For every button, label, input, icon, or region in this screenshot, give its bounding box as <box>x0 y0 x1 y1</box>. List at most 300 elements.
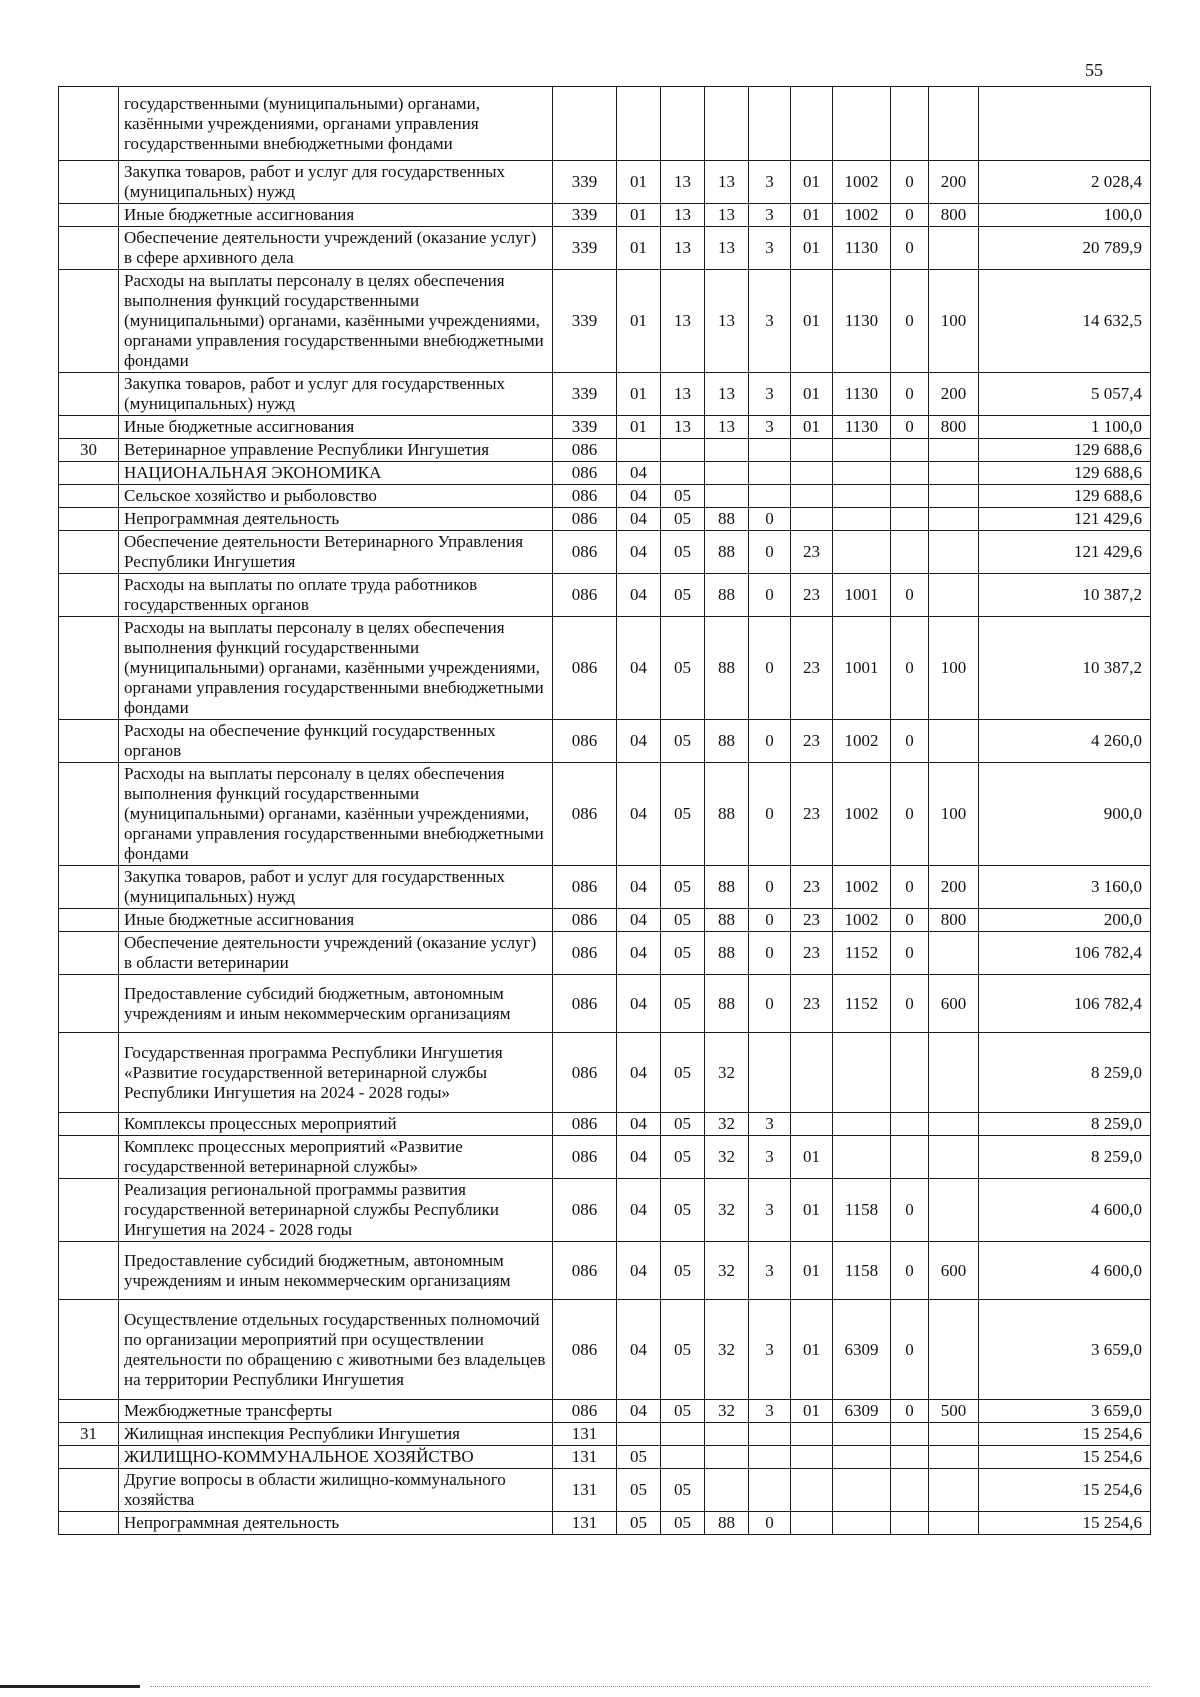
code-6: 01 <box>791 204 833 227</box>
code-1: 086 <box>553 1300 617 1400</box>
row-number <box>59 909 119 932</box>
code-8 <box>891 439 929 462</box>
code-1: 131 <box>553 1423 617 1446</box>
code-8: 0 <box>891 227 929 270</box>
row-amount: 10 387,2 <box>979 617 1151 720</box>
code-4: 13 <box>705 373 749 416</box>
code-8 <box>891 87 929 161</box>
row-amount: 8 259,0 <box>979 1113 1151 1136</box>
code-1: 086 <box>553 1400 617 1423</box>
row-amount: 1 100,0 <box>979 416 1151 439</box>
code-5 <box>749 485 791 508</box>
row-amount: 129 688,6 <box>979 439 1151 462</box>
code-3: 05 <box>661 1400 705 1423</box>
code-4: 13 <box>705 416 749 439</box>
row-amount: 900,0 <box>979 763 1151 866</box>
code-7: 1001 <box>833 617 891 720</box>
table-row <box>59 1136 1151 1179</box>
row-amount: 106 782,4 <box>979 975 1151 1033</box>
code-9: 100 <box>929 763 979 866</box>
code-6: 23 <box>791 574 833 617</box>
code-7 <box>833 1033 891 1113</box>
code-7 <box>833 1469 891 1512</box>
table-row <box>59 508 1151 531</box>
code-7: 1130 <box>833 416 891 439</box>
table-row <box>59 439 1151 462</box>
code-4: 13 <box>705 270 749 373</box>
code-4: 13 <box>705 204 749 227</box>
code-7 <box>833 1136 891 1179</box>
code-2: 04 <box>617 1300 661 1400</box>
code-5 <box>749 87 791 161</box>
code-7: 6309 <box>833 1400 891 1423</box>
row-name: Ветеринарное управление Республики Ингушетия <box>119 439 553 462</box>
code-8: 0 <box>891 866 929 909</box>
code-7: 1152 <box>833 975 891 1033</box>
code-3: 05 <box>661 1512 705 1535</box>
code-8: 0 <box>891 975 929 1033</box>
code-4: 88 <box>705 1512 749 1535</box>
code-8 <box>891 1113 929 1136</box>
code-3: 05 <box>661 1136 705 1179</box>
code-9: 100 <box>929 270 979 373</box>
code-6: 01 <box>791 1179 833 1242</box>
code-6: 01 <box>791 1242 833 1300</box>
code-8: 0 <box>891 574 929 617</box>
code-7: 1130 <box>833 227 891 270</box>
code-9 <box>929 462 979 485</box>
code-6: 23 <box>791 617 833 720</box>
table-row <box>59 1469 1151 1512</box>
code-2: 04 <box>617 508 661 531</box>
row-number <box>59 1300 119 1400</box>
code-2: 04 <box>617 975 661 1033</box>
row-number: 30 <box>59 439 119 462</box>
row-name: Иные бюджетные ассигнования <box>119 909 553 932</box>
row-amount: 10 387,2 <box>979 574 1151 617</box>
row-number <box>59 866 119 909</box>
table-row <box>59 909 1151 932</box>
code-9 <box>929 1113 979 1136</box>
code-2 <box>617 1423 661 1446</box>
code-7 <box>833 439 891 462</box>
row-name: Обеспечение деятельности Ветеринарного Управления Республики Ингушетия <box>119 531 553 574</box>
row-number <box>59 87 119 161</box>
code-9 <box>929 531 979 574</box>
row-number: 31 <box>59 1423 119 1446</box>
code-6: 01 <box>791 1300 833 1400</box>
row-number <box>59 763 119 866</box>
code-7: 1002 <box>833 204 891 227</box>
code-1: 086 <box>553 531 617 574</box>
code-3: 05 <box>661 1242 705 1300</box>
code-3: 05 <box>661 508 705 531</box>
row-amount: 3 659,0 <box>979 1400 1151 1423</box>
table-body <box>59 87 1151 1535</box>
code-6: 01 <box>791 416 833 439</box>
code-4: 13 <box>705 161 749 204</box>
code-3 <box>661 1423 705 1446</box>
code-5: 3 <box>749 1300 791 1400</box>
code-3: 05 <box>661 485 705 508</box>
code-1: 086 <box>553 574 617 617</box>
table-row <box>59 1400 1151 1423</box>
code-6: 01 <box>791 270 833 373</box>
code-6: 01 <box>791 373 833 416</box>
row-number <box>59 617 119 720</box>
row-number <box>59 161 119 204</box>
row-amount: 4 600,0 <box>979 1179 1151 1242</box>
row-number <box>59 1033 119 1113</box>
code-9 <box>929 1512 979 1535</box>
code-5: 3 <box>749 1136 791 1179</box>
code-9 <box>929 439 979 462</box>
code-2: 04 <box>617 462 661 485</box>
code-2: 05 <box>617 1469 661 1512</box>
code-8: 0 <box>891 373 929 416</box>
code-6: 01 <box>791 1400 833 1423</box>
table-row <box>59 87 1151 161</box>
row-number <box>59 1113 119 1136</box>
code-8: 0 <box>891 932 929 975</box>
row-number <box>59 1469 119 1512</box>
code-2: 04 <box>617 866 661 909</box>
code-6: 23 <box>791 720 833 763</box>
code-8: 0 <box>891 1242 929 1300</box>
code-5: 3 <box>749 204 791 227</box>
code-2: 04 <box>617 485 661 508</box>
row-name: Другие вопросы в области жилищно-коммунального хозяйства <box>119 1469 553 1512</box>
code-2: 04 <box>617 1179 661 1242</box>
code-1: 131 <box>553 1512 617 1535</box>
code-3: 05 <box>661 1113 705 1136</box>
code-9 <box>929 1423 979 1446</box>
row-name: Сельское хозяйство и рыболовство <box>119 485 553 508</box>
code-4: 88 <box>705 975 749 1033</box>
code-6 <box>791 1423 833 1446</box>
code-2: 04 <box>617 617 661 720</box>
row-name: Непрограммная деятельность <box>119 1512 553 1535</box>
code-4: 88 <box>705 866 749 909</box>
code-8 <box>891 462 929 485</box>
code-2 <box>617 87 661 161</box>
code-1: 339 <box>553 161 617 204</box>
code-6 <box>791 462 833 485</box>
row-name: Обеспечение деятельности учреждений (оказание услуг) в сфере архивного дела <box>119 227 553 270</box>
code-9: 800 <box>929 204 979 227</box>
table-row <box>59 416 1151 439</box>
row-number <box>59 485 119 508</box>
table-row <box>59 866 1151 909</box>
code-9: 600 <box>929 1242 979 1300</box>
code-5 <box>749 1469 791 1512</box>
code-7: 6309 <box>833 1300 891 1400</box>
code-4: 32 <box>705 1242 749 1300</box>
row-name: Закупка товаров, работ и услуг для государственных (муниципальных) нужд <box>119 161 553 204</box>
code-8: 0 <box>891 763 929 866</box>
code-3: 13 <box>661 373 705 416</box>
code-4: 88 <box>705 909 749 932</box>
row-name: Расходы на выплаты по оплате труда работников государственных органов <box>119 574 553 617</box>
row-amount <box>979 87 1151 161</box>
code-9: 800 <box>929 909 979 932</box>
code-1: 086 <box>553 932 617 975</box>
code-5: 3 <box>749 1179 791 1242</box>
code-2: 04 <box>617 531 661 574</box>
code-1: 086 <box>553 617 617 720</box>
code-3: 05 <box>661 1179 705 1242</box>
code-2: 04 <box>617 1113 661 1136</box>
code-5: 3 <box>749 1113 791 1136</box>
code-7: 1001 <box>833 574 891 617</box>
code-1: 086 <box>553 485 617 508</box>
code-3: 05 <box>661 1469 705 1512</box>
code-4 <box>705 87 749 161</box>
bottom-rule <box>0 1685 140 1688</box>
code-6: 23 <box>791 975 833 1033</box>
row-amount: 15 254,6 <box>979 1469 1151 1512</box>
code-6 <box>791 1512 833 1535</box>
code-6 <box>791 508 833 531</box>
code-7: 1158 <box>833 1179 891 1242</box>
code-1: 131 <box>553 1469 617 1512</box>
code-8: 0 <box>891 720 929 763</box>
row-amount: 20 789,9 <box>979 227 1151 270</box>
code-2: 01 <box>617 161 661 204</box>
row-name: НАЦИОНАЛЬНАЯ ЭКОНОМИКА <box>119 462 553 485</box>
code-1: 086 <box>553 508 617 531</box>
code-1: 086 <box>553 763 617 866</box>
code-8: 0 <box>891 204 929 227</box>
code-3: 05 <box>661 617 705 720</box>
table-row <box>59 975 1151 1033</box>
code-4: 32 <box>705 1179 749 1242</box>
code-5 <box>749 1446 791 1469</box>
code-1: 339 <box>553 416 617 439</box>
code-4 <box>705 462 749 485</box>
code-8: 0 <box>891 617 929 720</box>
code-8 <box>891 1469 929 1512</box>
code-9 <box>929 87 979 161</box>
code-6 <box>791 1469 833 1512</box>
code-1: 339 <box>553 373 617 416</box>
row-number <box>59 270 119 373</box>
row-amount: 8 259,0 <box>979 1136 1151 1179</box>
code-5: 0 <box>749 763 791 866</box>
code-9 <box>929 1179 979 1242</box>
code-1: 086 <box>553 439 617 462</box>
code-5: 0 <box>749 932 791 975</box>
row-amount: 200,0 <box>979 909 1151 932</box>
table-row <box>59 462 1151 485</box>
budget-table <box>58 86 1151 1535</box>
code-1: 086 <box>553 866 617 909</box>
row-name: Расходы на обеспечение функций государственных органов <box>119 720 553 763</box>
row-number <box>59 373 119 416</box>
table-row <box>59 204 1151 227</box>
code-9: 800 <box>929 416 979 439</box>
code-7 <box>833 531 891 574</box>
code-8: 0 <box>891 1179 929 1242</box>
code-3: 13 <box>661 227 705 270</box>
code-9 <box>929 932 979 975</box>
code-4: 88 <box>705 574 749 617</box>
code-9 <box>929 1136 979 1179</box>
code-2: 04 <box>617 763 661 866</box>
row-name: Закупка товаров, работ и услуг для государственных (муниципальных) нужд <box>119 373 553 416</box>
code-7: 1152 <box>833 932 891 975</box>
code-4: 32 <box>705 1300 749 1400</box>
code-9 <box>929 227 979 270</box>
table-row <box>59 1300 1151 1400</box>
code-9 <box>929 574 979 617</box>
code-8 <box>891 531 929 574</box>
code-4: 32 <box>705 1136 749 1179</box>
code-7 <box>833 1446 891 1469</box>
code-3: 05 <box>661 574 705 617</box>
row-number <box>59 416 119 439</box>
code-6: 01 <box>791 227 833 270</box>
code-2: 04 <box>617 909 661 932</box>
code-7 <box>833 508 891 531</box>
code-8 <box>891 1033 929 1113</box>
code-4: 88 <box>705 720 749 763</box>
code-6: 23 <box>791 866 833 909</box>
table-row <box>59 617 1151 720</box>
row-amount: 129 688,6 <box>979 485 1151 508</box>
code-8: 0 <box>891 270 929 373</box>
code-6 <box>791 87 833 161</box>
code-7: 1002 <box>833 866 891 909</box>
row-amount: 5 057,4 <box>979 373 1151 416</box>
code-3 <box>661 439 705 462</box>
row-name: Обеспечение деятельности учреждений (оказание услуг) в области ветеринарии <box>119 932 553 975</box>
code-8: 0 <box>891 909 929 932</box>
code-3 <box>661 462 705 485</box>
code-3: 05 <box>661 1300 705 1400</box>
row-amount: 8 259,0 <box>979 1033 1151 1113</box>
code-5: 0 <box>749 720 791 763</box>
row-number <box>59 1446 119 1469</box>
code-3: 05 <box>661 763 705 866</box>
row-name: Закупка товаров, работ и услуг для государственных (муниципальных) нужд <box>119 866 553 909</box>
code-4: 13 <box>705 227 749 270</box>
row-amount: 15 254,6 <box>979 1446 1151 1469</box>
code-5: 3 <box>749 1400 791 1423</box>
code-8: 0 <box>891 1400 929 1423</box>
code-2: 04 <box>617 1136 661 1179</box>
row-amount: 121 429,6 <box>979 508 1151 531</box>
code-4 <box>705 1469 749 1512</box>
code-2: 04 <box>617 1033 661 1113</box>
code-4: 88 <box>705 763 749 866</box>
code-9: 200 <box>929 161 979 204</box>
table-row <box>59 161 1151 204</box>
row-name: Осуществление отдельных государственных полномочий по организации мероприятий при осуществлении деятельности по обращению с животными без владельцев на территории Республики Ингушетия <box>119 1300 553 1400</box>
row-number <box>59 1179 119 1242</box>
code-7: 1002 <box>833 720 891 763</box>
row-number <box>59 574 119 617</box>
code-6: 01 <box>791 161 833 204</box>
code-1 <box>553 87 617 161</box>
code-7 <box>833 462 891 485</box>
row-name: Государственная программа Республики Ингушетия «Развитие государственной ветеринарной службы Республики Ингушетия на 2024 - 2028 годы» <box>119 1033 553 1113</box>
code-6: 01 <box>791 1136 833 1179</box>
code-1: 086 <box>553 720 617 763</box>
code-9: 200 <box>929 866 979 909</box>
code-3: 05 <box>661 1033 705 1113</box>
code-9: 100 <box>929 617 979 720</box>
code-5 <box>749 1423 791 1446</box>
row-number <box>59 1136 119 1179</box>
code-3: 05 <box>661 866 705 909</box>
code-2: 05 <box>617 1512 661 1535</box>
row-number <box>59 932 119 975</box>
code-5: 3 <box>749 270 791 373</box>
table-row <box>59 1113 1151 1136</box>
row-amount: 3 659,0 <box>979 1300 1151 1400</box>
code-4 <box>705 1446 749 1469</box>
code-3: 13 <box>661 204 705 227</box>
code-6 <box>791 1033 833 1113</box>
code-7 <box>833 485 891 508</box>
row-amount: 129 688,6 <box>979 462 1151 485</box>
code-9 <box>929 1033 979 1113</box>
code-5: 0 <box>749 574 791 617</box>
row-amount: 3 160,0 <box>979 866 1151 909</box>
code-4 <box>705 439 749 462</box>
code-8: 0 <box>891 416 929 439</box>
code-9: 500 <box>929 1400 979 1423</box>
row-number <box>59 1512 119 1535</box>
code-3: 05 <box>661 932 705 975</box>
bottom-dots <box>150 1686 1150 1687</box>
code-2: 04 <box>617 1400 661 1423</box>
row-amount: 4 600,0 <box>979 1242 1151 1300</box>
code-9: 200 <box>929 373 979 416</box>
row-amount: 106 782,4 <box>979 932 1151 975</box>
code-5: 0 <box>749 866 791 909</box>
code-3: 13 <box>661 270 705 373</box>
code-5: 0 <box>749 1512 791 1535</box>
table-row <box>59 531 1151 574</box>
code-4: 32 <box>705 1400 749 1423</box>
code-1: 086 <box>553 462 617 485</box>
code-4: 88 <box>705 531 749 574</box>
code-5: 0 <box>749 617 791 720</box>
row-amount: 14 632,5 <box>979 270 1151 373</box>
code-1: 339 <box>553 204 617 227</box>
code-1: 086 <box>553 1179 617 1242</box>
code-1: 086 <box>553 975 617 1033</box>
table-row <box>59 1033 1151 1113</box>
row-number <box>59 1400 119 1423</box>
code-3 <box>661 1446 705 1469</box>
row-name: государственными (муниципальными) органами, казёнными учреждениями, органами управления государственными внебюджетными фондами <box>119 87 553 161</box>
row-number <box>59 227 119 270</box>
code-1: 131 <box>553 1446 617 1469</box>
row-name: Комплексы процессных мероприятий <box>119 1113 553 1136</box>
code-2: 01 <box>617 204 661 227</box>
code-7: 1130 <box>833 270 891 373</box>
row-amount: 121 429,6 <box>979 531 1151 574</box>
table-row <box>59 1423 1151 1446</box>
code-5: 3 <box>749 373 791 416</box>
code-1: 086 <box>553 1033 617 1113</box>
code-3: 13 <box>661 161 705 204</box>
code-9 <box>929 1300 979 1400</box>
code-5 <box>749 462 791 485</box>
